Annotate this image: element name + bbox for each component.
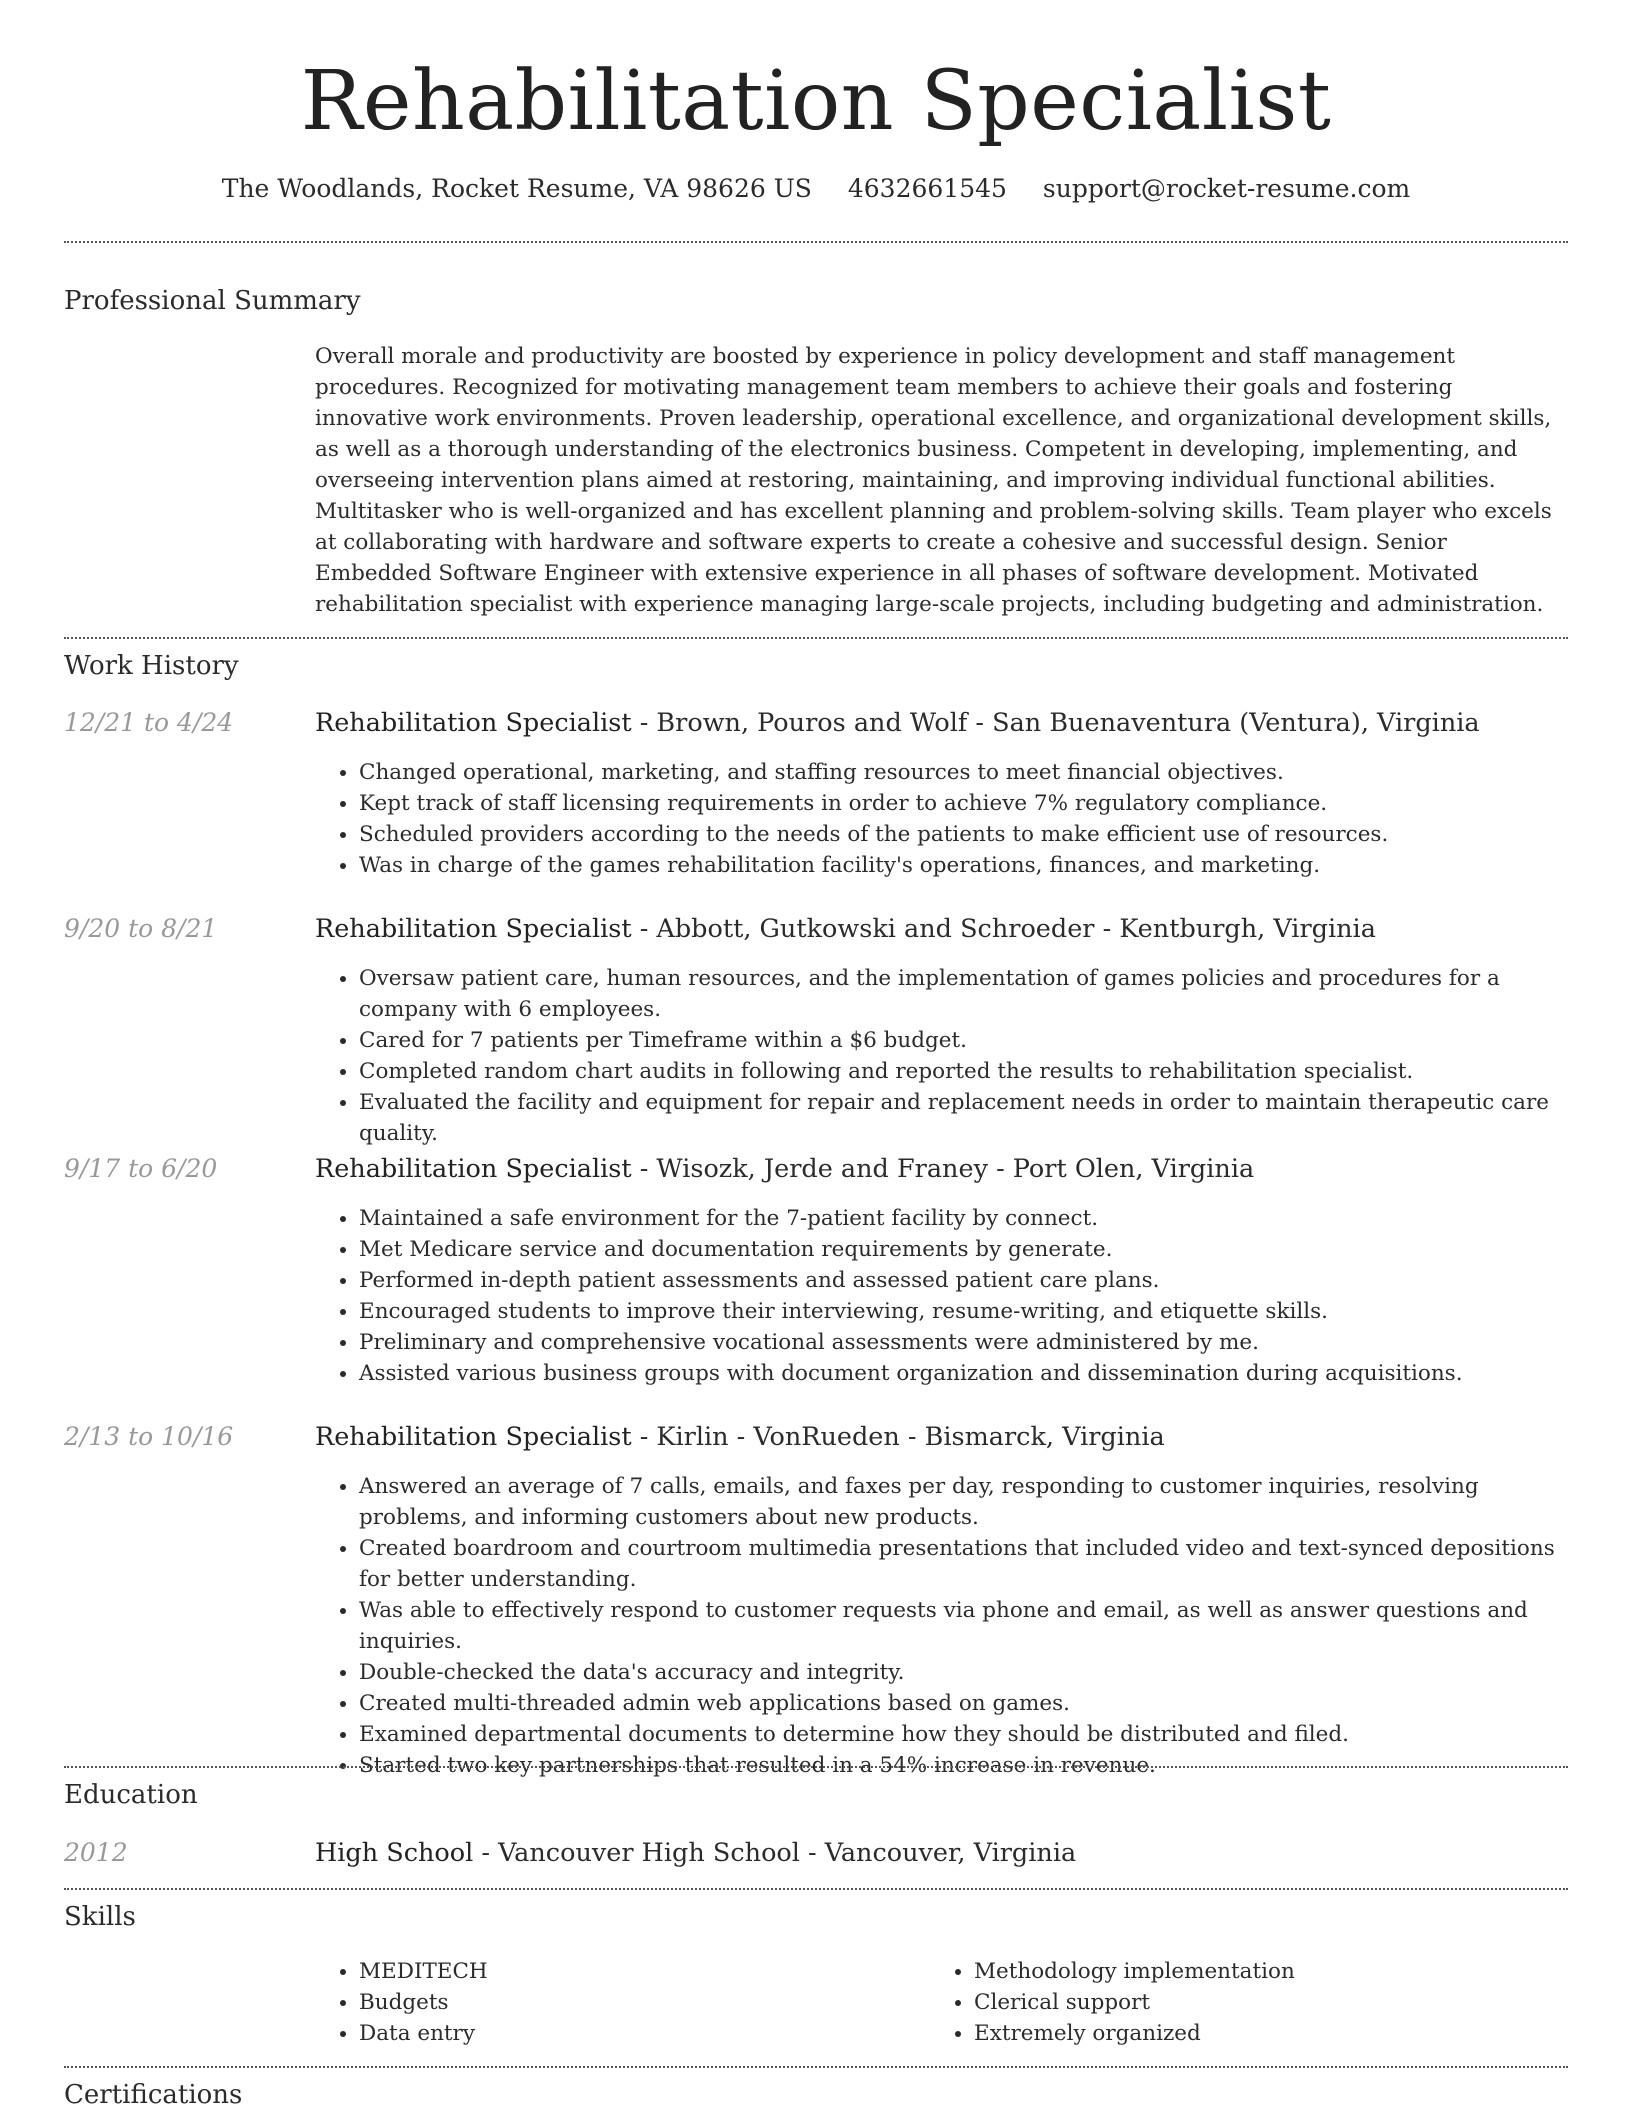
summary-text: Overall morale and productivity are boosted by experience in policy development and staff management procedures. Recognized for motivating management team members to achieve their goals and fostering innovative work environments. Proven leadership, operational excellence, and organizational development skills, as well as a thorough understanding of the electronics business. Competent in developing, implementing, and overseeing intervention plans aimed at restoring, maintaining, and improving individual functional abilities. Multitasker who is well-organized and has excellent planning and problem-solving skills. Team player who excels at collaborating with hardware and software experts to create a cohesive and successful design. Senior Embedded Software Engineer with extensive experience in all phases of software development. Motivated rehabilitation specialist with experience managing large-scale projects, including budgeting and administration. [315,344,1552,617]
job-heading [315,1152,1565,1186]
job-employer: - Wisozk, Jerde and Franey - Port Olen, Virginia [631,1154,1255,1184]
list-item: • Was in charge of the games rehabilitation facility's operations, finances, and marketing. [359,850,1565,881]
list-item: • Completed random chart audits in following and reported the results to rehabilitation specialist. [359,1056,1565,1087]
job-bullets [315,963,1565,1149]
list-item: • Examined departmental documents to determine how they should be distributed and filed. [359,1719,1565,1750]
list-item: • Methodology implementation [974,1956,1490,1987]
contact-line [0,172,1632,206]
list-item: • MEDITECH [359,1956,875,1987]
education-heading: Education [64,1780,198,1810]
contact-email: support@rocket-resume.com [1042,174,1411,203]
list-item: • Cared for 7 patients per Timeframe within a $6 budget. [359,1025,1565,1056]
list-item: • Met Medicare service and documentation requirements by generate. [359,1234,1565,1265]
job-dates: 9/20 to 8/21 [64,914,218,943]
job-employer: - Brown, Pouros and Wolf - San Buenaventura (Ventura), Virginia [631,708,1480,738]
section-divider [64,1888,1568,1890]
list-item: • Created multi-threaded admin web applications based on games. [359,1688,1565,1719]
job-dates: 12/21 to 4/24 [64,708,234,737]
list-item: • Evaluated the facility and equipment for repair and replacement needs in order to maintain therapeutic care quality. [359,1087,1565,1149]
job-bullets [315,1203,1565,1389]
contact-address: The Woodlands, Rocket Resume, VA 98626 US [221,174,812,203]
list-item: • Performed in-depth patient assessments and assessed patient care plans. [359,1265,1565,1296]
list-item: • Budgets [359,1987,875,2018]
list-item: • Oversaw patient care, human resources, and the implementation of games policies and procedures for a company with 6 employees. [359,963,1565,1025]
job-dates: 9/17 to 6/20 [64,1154,218,1183]
summary-heading: Professional Summary [64,286,361,316]
list-item: • Clerical support [974,1987,1490,2018]
certifications-heading: Certifications [64,2080,243,2110]
job-bullets [315,757,1565,881]
education-year: 2012 [64,1838,128,1867]
list-item: • Extremely organized [974,2018,1490,2049]
education-degree: High School [315,1838,474,1868]
skills-list-right [930,1956,1490,2049]
list-item: • Changed operational, marketing, and staffing resources to meet financial objectives. [359,757,1565,788]
education-entry [315,1836,1565,1870]
job-heading [315,912,1565,946]
job-employer: - Kirlin - VonRueden - Bismarck, Virginia [631,1422,1165,1452]
list-item: • Started two key partnerships that resulted in a 54% increase in revenue. [359,1750,1565,1781]
list-item: • Answered an average of 7 calls, emails, and faxes per day, responding to customer inquiries, resolving problems, and informing customers about new products. [359,1471,1565,1533]
job-heading [315,1420,1565,1454]
work-history-heading: Work History [64,651,239,681]
list-item: • Assisted various business groups with document organization and dissemination during acquisitions. [359,1358,1565,1389]
job-heading [315,706,1565,740]
list-item: • Maintained a safe environment for the 7-patient facility by connect. [359,1203,1565,1234]
section-divider [64,2066,1568,2068]
contact-phone: 4632661545 [847,174,1007,203]
section-divider [64,637,1568,639]
job-title: Rehabilitation Specialist [315,1422,632,1452]
list-item: • Was able to effectively respond to customer requests via phone and email, as well as answer questions and inquiries. [359,1595,1565,1657]
list-item: • Preliminary and comprehensive vocational assessments were administered by me. [359,1327,1565,1358]
education-school: - Vancouver High School - Vancouver, Virginia [473,1838,1077,1868]
job-title: Rehabilitation Specialist [315,1154,632,1184]
job-title: Rehabilitation Specialist [315,708,632,738]
list-item: • Encouraged students to improve their interviewing, resume-writing, and etiquette skills. [359,1296,1565,1327]
job-employer: - Abbott, Gutkowski and Schroeder - Kentburgh, Virginia [631,914,1376,944]
section-divider [64,1766,1568,1768]
list-item: • Double-checked the data's accuracy and integrity. [359,1657,1565,1688]
list-item: • Kept track of staff licensing requirements in order to achieve 7% regulatory compliance. [359,788,1565,819]
job-title: Rehabilitation Specialist [315,914,632,944]
skills-heading: Skills [64,1902,136,1932]
job-bullets [315,1471,1565,1781]
job-dates: 2/13 to 10/16 [64,1422,234,1451]
section-divider [64,241,1568,243]
page-title: Rehabilitation Specialist [300,54,1332,149]
list-item: • Data entry [359,2018,875,2049]
skills-list-left [315,1956,875,2049]
list-item: • Scheduled providers according to the needs of the patients to make efficient use of resources. [359,819,1565,850]
list-item: • Created boardroom and courtroom multimedia presentations that included video and text-synced depositions for better understanding. [359,1533,1565,1595]
